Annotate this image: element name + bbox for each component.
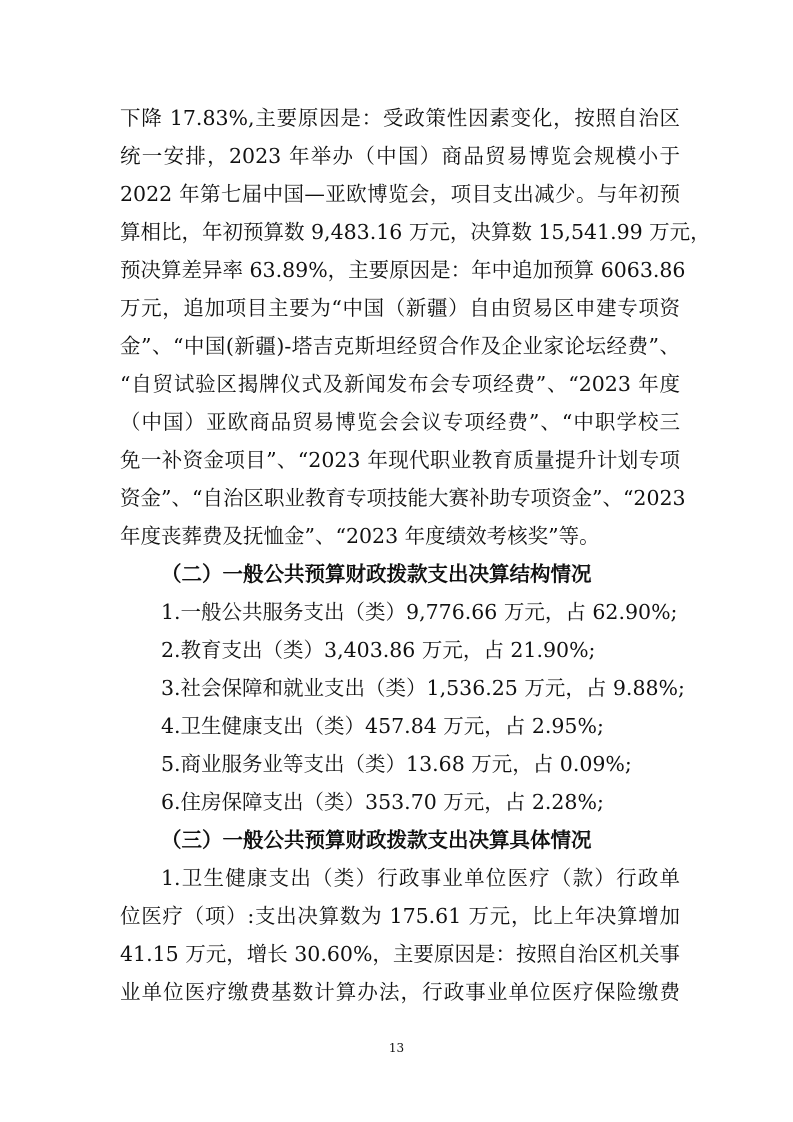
paragraph-line: 1.卫生健康支出（类）行政事业单位医疗（款）行政单 [161, 866, 680, 890]
section-heading: （二）一般公共预算财政拨款支出决算结构情况 [161, 562, 592, 586]
list-item: 5.商业服务业等支出（类）13.68 万元，占 0.09%; [161, 752, 632, 776]
paragraph-line: 41.15 万元，增长 30.60%，主要原因是：按照自治区机关事 [120, 942, 680, 966]
page-number: 13 [388, 1041, 405, 1055]
paragraph-line: （中国）亚欧商品贸易博览会会议专项经费”、“中职学校三 [120, 410, 680, 434]
paragraph-line: 2022 年第七届中国—亚欧博览会，项目支出减少。与年初预 [120, 182, 680, 206]
paragraph-line: 预决算差异率 63.89%，主要原因是：年中追加预算 6063.86 [120, 258, 686, 282]
list-item: 6.住房保障支出（类）353.70 万元，占 2.28%; [161, 790, 604, 814]
paragraph-line: 统一安排，2023 年举办（中国）商品贸易博览会规模小于 [120, 144, 680, 168]
section-heading: （三）一般公共预算财政拨款支出决算具体情况 [161, 828, 592, 852]
paragraph-line: 万元，追加项目主要为“中国（新疆）自由贸易区申建专项资 [120, 296, 680, 320]
paragraph-line: 位医疗（项）:支出决算数为 175.61 万元，比上年决算增加 [120, 904, 680, 928]
paragraph-line: 金”、“中国(新疆)-塔吉克斯坦经贸合作及企业家论坛经费”、 [120, 334, 680, 358]
paragraph-line: 免一补资金项目”、“2023 年现代职业教育质量提升计划专项 [120, 448, 680, 472]
list-item: 1.一般公共服务支出（类）9,776.66 万元，占 62.90%; [161, 600, 678, 624]
paragraph-line: 年度丧葬费及抚恤金”、“2023 年度绩效考核奖”等。 [120, 524, 600, 548]
list-item: 3.社会保障和就业支出（类）1,536.25 万元，占 9.88%; [161, 676, 685, 700]
paragraph-line: 下降 17.83%,主要原因是：受政策性因素变化，按照自治区 [120, 106, 680, 130]
list-item: 2.教育支出（类）3,403.86 万元，占 21.90%; [161, 638, 596, 662]
paragraph-line: 资金”、“自治区职业教育专项技能大赛补助专项资金”、“2023 [120, 486, 686, 510]
paragraph-line: 业单位医疗缴费基数计算办法，行政事业单位医疗保险缴费 [120, 980, 680, 1004]
list-item: 4.卫生健康支出（类）457.84 万元，占 2.95%; [161, 714, 604, 738]
paragraph-line: “自贸试验区揭牌仪式及新闻发布会专项经费”、“2023 年度 [120, 372, 680, 396]
paragraph-line: 算相比，年初预算数 9,483.16 万元，决算数 15,541.99 万元， [120, 220, 711, 244]
